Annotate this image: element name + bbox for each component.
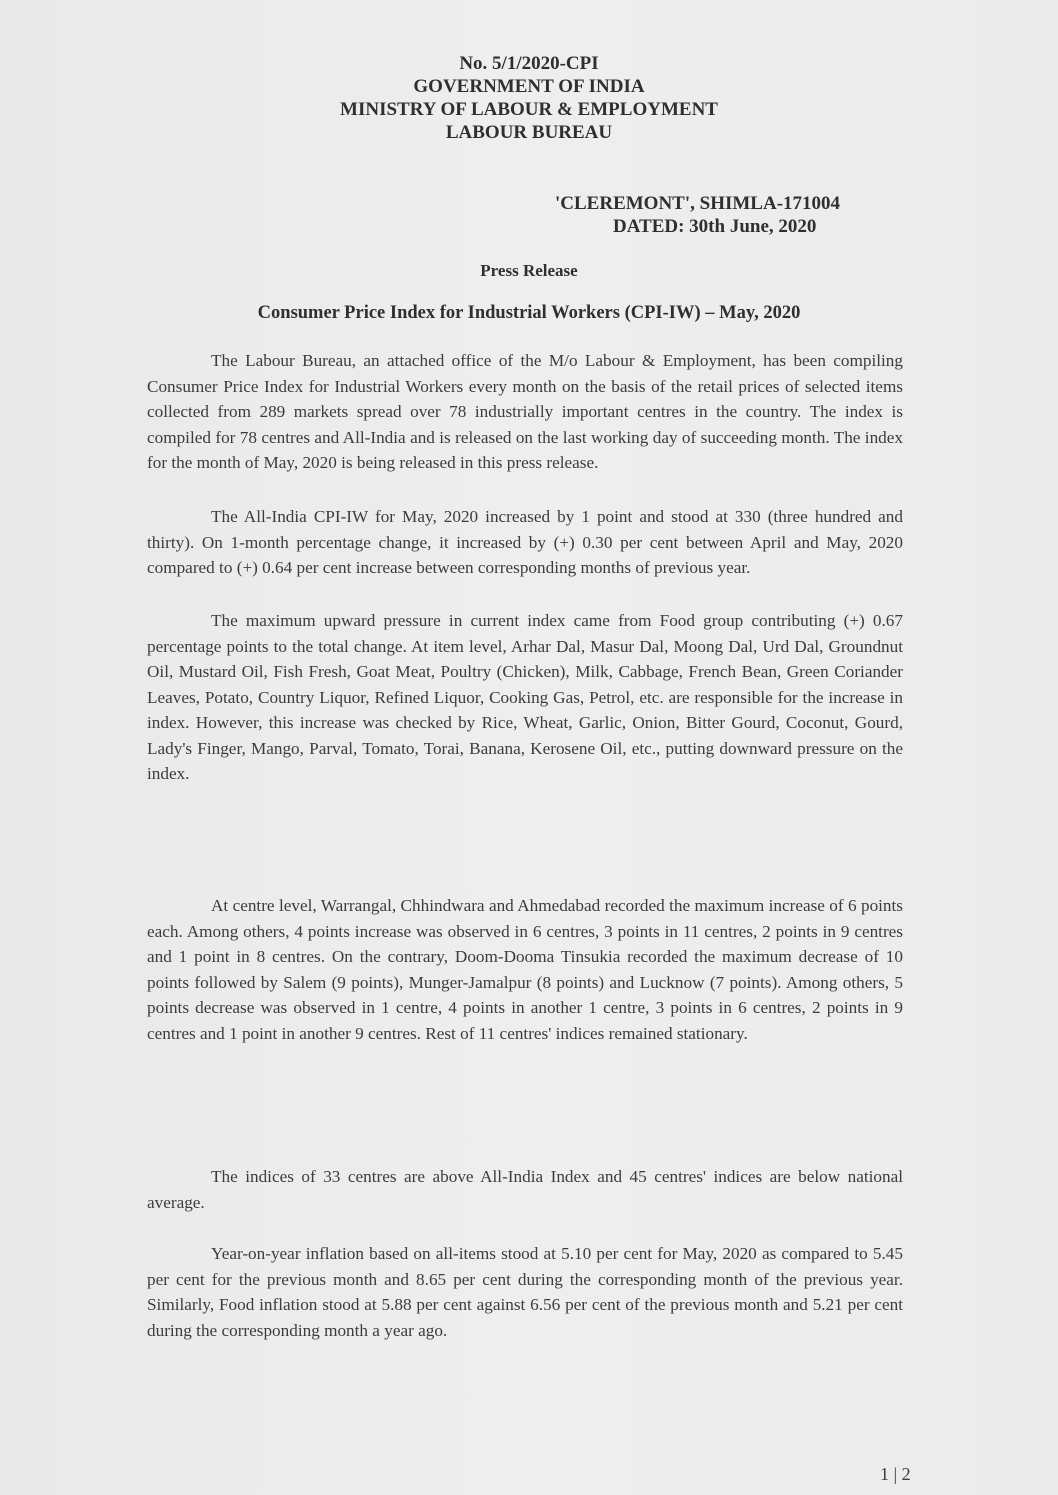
body-paragraph-5 [147, 1164, 903, 1215]
paragraph-text: The indices of 33 centres are above All-India Index and 45 centres' indices are below national average. [147, 1167, 903, 1212]
paragraph-text: Year-on-year inflation based on all-items stood at 5.10 per cent for May, 2020 as compared to 5.45 per cent for the previous month and 8.65 per cent during the corresponding month of the previous year. Similarly, Food inflation stood at 5.88 per cent against 6.56 per cent of the previous month and 5.21 per cent during the corresponding month a year ago. [147, 1244, 903, 1340]
paragraph-text: At centre level, Warrangal, Chhindwara and Ahmedabad recorded the maximum increase of 6 points each. Among others, 4 points increase was observed in 6 centres, 3 points in 11 centres, 2 points in 9 centres and 1 point in 8 centres. On the contrary, Doom-Dooma Tinsukia recorded the maximum decrease of 10 points followed by Salem (9 points), Munger-Jamalpur (8 points) and Lucknow (7 points). Among others, 5 points decrease was observed in 1 centre, 4 points in another 1 centre, 3 points in 6 centres, 2 points in 9 centres and 1 point in another 9 centres. Rest of 11 centres' indices remained stationary. [147, 896, 903, 1043]
paragraph-text: The maximum upward pressure in current index came from Food group contributing (+) 0.67 percentage points to the total change. At item level, Arhar Dal, Masur Dal, Moong Dal, Urd Dal, Groundnut Oil, Mustard Oil, Fish Fresh, Goat Meat, Poultry (Chicken), Milk, Cabbage, French Bean, Green Coriander Leaves, Potato, Country Liquor, Refined Liquor, Cooking Gas, Petrol, etc. are responsible for the increase in index. However, this increase was checked by Rice, Wheat, Garlic, Onion, Bitter Gourd, Coconut, Gourd, Lady's Finger, Mango, Parval, Tomato, Torai, Banana, Kerosene Oil, etc., putting downward pressure on the index. [147, 611, 903, 783]
press-release-label: Press Release [480, 261, 578, 280]
page-number: 1 | 2 [880, 1464, 911, 1484]
address-block [555, 192, 955, 238]
paragraph-text: The Labour Bureau, an attached office of the M/o Labour & Employment, has been compiling Consumer Price Index for Industrial Workers every month on the basis of the retail prices of selected items collected from 289 markets spread over 78 industrially important centres in the country. The index is compiled for 78 centres and All-India and is released on the last working day of succeeding month. The index for the month of May, 2020 is being released in this press release. [147, 351, 903, 472]
reference-number: No. 5/1/2020-CPI [459, 53, 599, 74]
body-paragraph-4 [147, 893, 903, 1046]
body-paragraph-3 [147, 608, 903, 787]
date-line: DATED: 30th June, 2020 [613, 216, 817, 237]
government-name: GOVERNMENT OF INDIA [413, 76, 645, 97]
address-location: 'CLEREMONT', SHIMLA-171004 [555, 193, 841, 214]
body-paragraph-2 [147, 504, 903, 581]
paragraph-text: The All-India CPI-IW for May, 2020 increased by 1 point and stood at 330 (three hundred and thirty). On 1-month percentage change, it increased by (+) 0.30 per cent between April and May, 2020 compared to (+) 0.64 per cent increase between corresponding months of previous year. [147, 507, 903, 577]
body-paragraph-1 [147, 348, 903, 476]
document-title: Consumer Price Index for Industrial Workers (CPI-IW) – May, 2020 [257, 303, 801, 323]
letterhead [0, 52, 1058, 144]
body-paragraph-6 [147, 1241, 903, 1343]
ministry-name: MINISTRY OF LABOUR & EMPLOYMENT [340, 99, 718, 120]
bureau-name: LABOUR BUREAU [445, 122, 613, 143]
